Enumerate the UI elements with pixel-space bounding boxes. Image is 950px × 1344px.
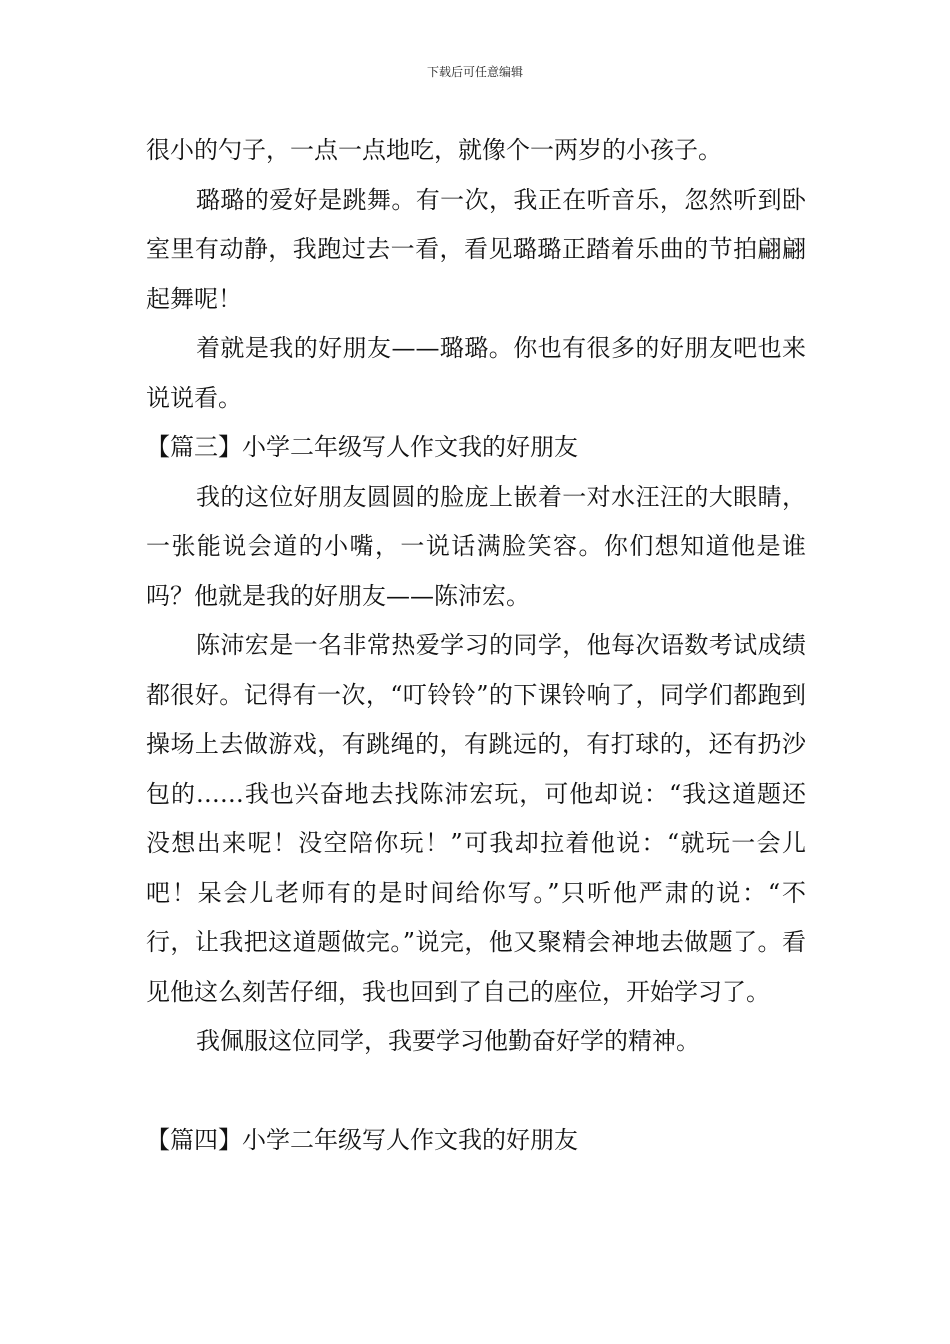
section-heading-3: 【篇三】小学二年级写人作文我的好朋友 [146, 433, 578, 461]
section-heading-4: 【篇四】小学二年级写人作文我的好朋友 [146, 1126, 578, 1154]
paragraph-5: 陈沛宏是一名非常热爱学习的同学，他每次语数考试成绩都很好。记得有一次，“叮铃铃”的下课铃响了，同学们都跑到操场上去做游戏，有跳绳的，有跳远的，有打球的，还有扔沙包的……我也兴奋地去找陈沛宏玩，可他却说：“我这道题还没想出来呢！没空陪你玩！”可我却拉着他说：“就玩一会儿吧！呆会儿老师有的是时间给你写。”只听他严肃的说：“不行，让我把这道题做完。”说完，他又聚精会神地去做题了。看见他这么刻苦仔细，我也回到了自己的座位，开始学习了。 [146, 631, 806, 1006]
paragraph-6: 我佩服这位同学，我要学习他勤奋好学的精神。 [196, 1027, 700, 1055]
paragraph-2: 璐璐的爱好是跳舞。有一次，我正在听音乐，忽然听到卧室里有动静，我跑过去一看，看见璐璐正踏着乐曲的节拍翩翩起舞呢！ [146, 185, 806, 313]
paragraph-1: 很小的勺子，一点一点地吃，就像个一两岁的小孩子。 [146, 136, 722, 164]
paragraph-3: 着就是我的好朋友——璐璐。你也有很多的好朋友吧也来说说看。 [146, 334, 806, 412]
document-body [146, 126, 806, 1166]
paragraph-4: 我的这位好朋友圆圆的脸庞上嵌着一对水汪汪的大眼睛，一张能说会道的小嘴，一说话满脸笑容。你们想知道他是谁吗？他就是我的好朋友——陈沛宏。 [146, 482, 806, 610]
page-header-note: 下载后可任意编辑 [426, 65, 523, 79]
blank-line [146, 1067, 806, 1117]
